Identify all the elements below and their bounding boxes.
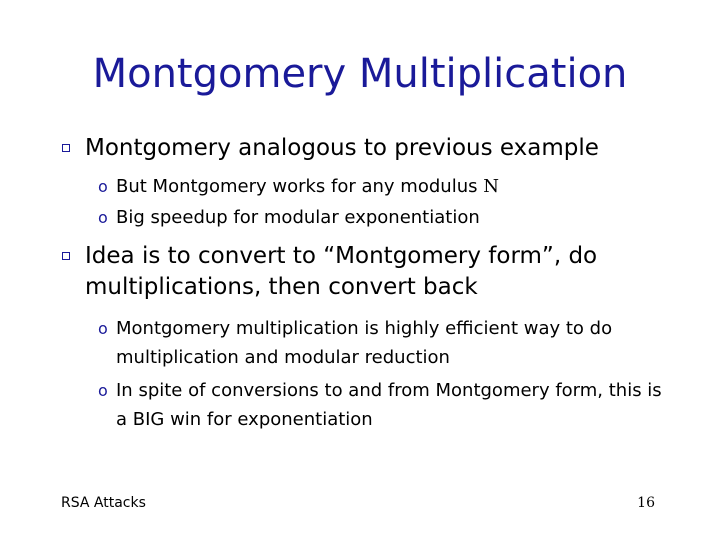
sub-bullet-text: Big speedup for modular exponentiation: [116, 207, 480, 228]
footer-title: RSA Attacks: [61, 495, 146, 511]
circle-bullet-icon: o: [98, 208, 108, 227]
sub-bullet-text: [116, 172, 678, 201]
sub-bullet-item: [98, 376, 678, 434]
circle-bullet-icon: o: [98, 319, 108, 338]
modulus-symbol: N: [483, 176, 499, 197]
bullet-item: [62, 241, 692, 303]
bullet-item: [62, 133, 682, 164]
sub-bullet-item: [98, 314, 678, 372]
sub-bullet-text-part: But Montgomery works for any modulus: [116, 176, 484, 197]
page-number: 16: [637, 495, 655, 511]
circle-bullet-icon: o: [98, 381, 108, 400]
slide-title: Montgomery Multiplication: [92, 51, 628, 97]
bullet-text: Montgomery analogous to previous example: [85, 135, 599, 161]
square-bullet-icon: [62, 144, 70, 152]
circle-bullet-icon: o: [98, 177, 108, 196]
sub-bullet-item: [98, 172, 678, 201]
square-bullet-icon: [62, 252, 70, 260]
sub-bullet-text: In spite of conversions to and from Montgomery form, this is a BIG win for exponentiation: [116, 380, 662, 430]
sub-bullet-text: Montgomery multiplication is highly efficient way to do multiplication and modular reduction: [116, 318, 613, 368]
bullet-text: Idea is to convert to “Montgomery form”, do multiplications, then convert back: [85, 243, 598, 300]
sub-bullet-item: [98, 203, 678, 232]
